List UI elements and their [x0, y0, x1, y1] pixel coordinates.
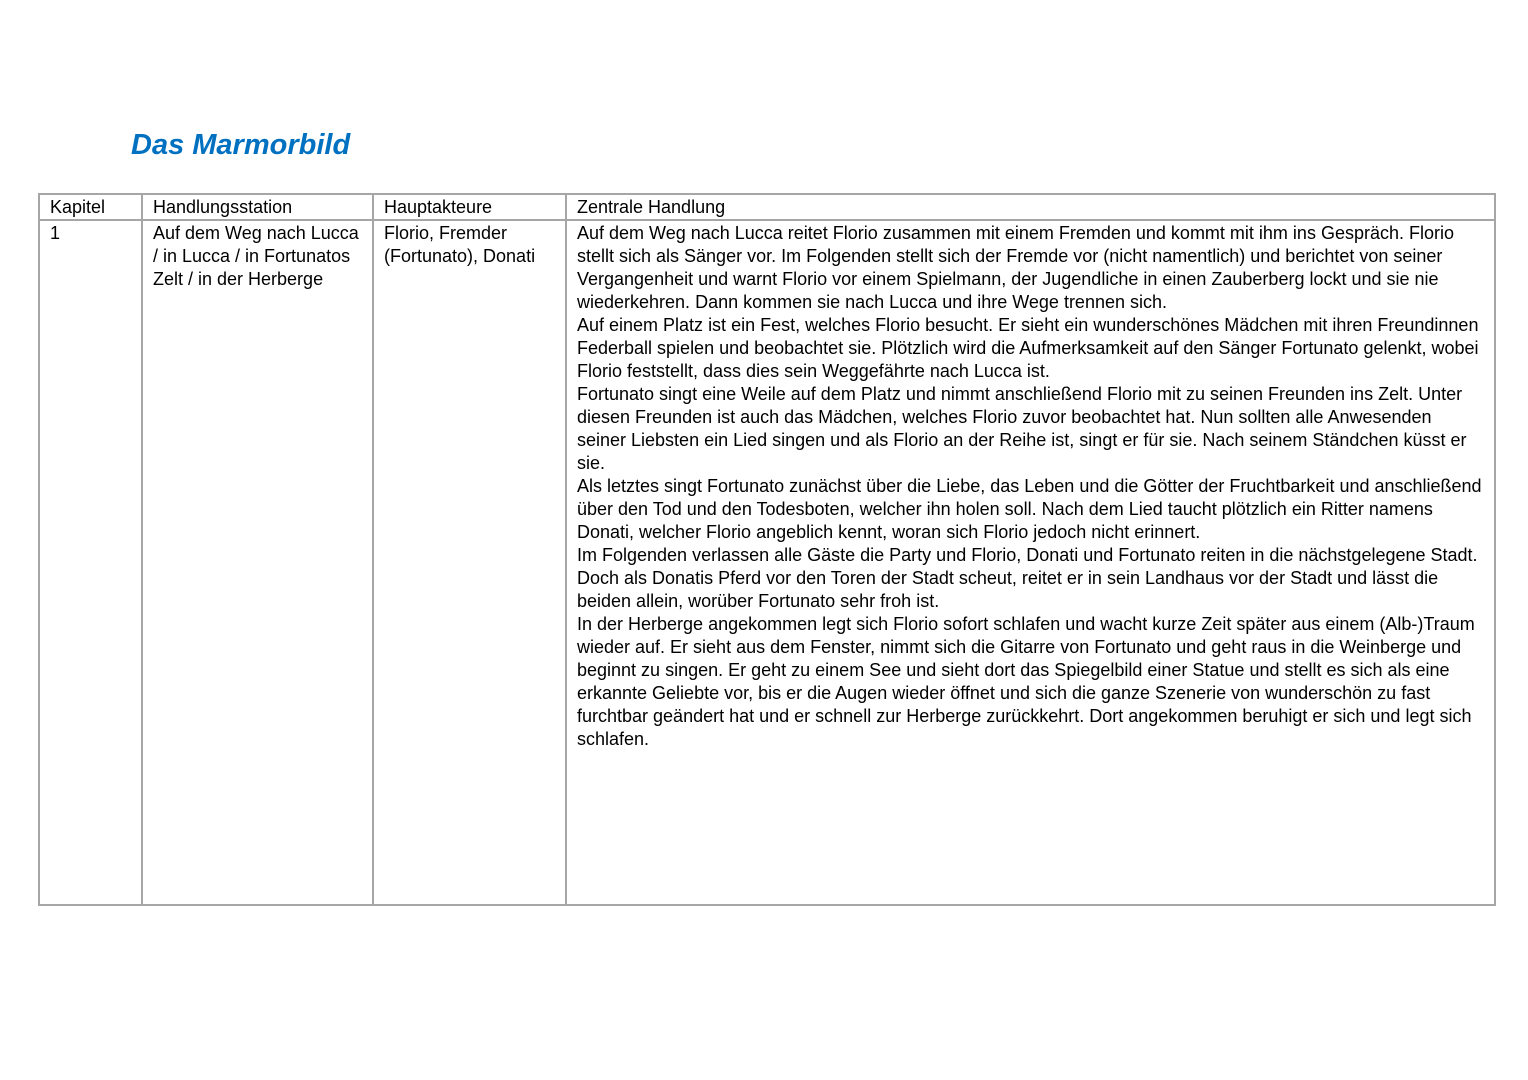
- handlung-paragraph: Auf dem Weg nach Lucca reitet Florio zusammen mit einem Fremden und kommt mit ihm ins Gespräch. Florio stellt sich als Sänger vor. Im Folgenden stellt sich der Fremde vor (nicht namentlich) und berichtet von seiner Vergangenheit und warnt Florio vor einem Spielmann, der Jugendliche in einen Zauberberg lockt und sie nie wiederkehren. Dann kommen sie nach Lucca und ihre Wege trennen sich.: [577, 223, 1454, 312]
- cell-handlungsstation: Auf dem Weg nach Lucca / in Lucca / in Fortunatos Zelt / in der Herberge: [142, 220, 373, 905]
- cell-kapitel: 1: [39, 220, 142, 905]
- table-row: [39, 220, 1495, 905]
- header-kapitel: Kapitel: [39, 194, 142, 220]
- chapter-overview-table: [38, 193, 1496, 906]
- document-title: Das Marmorbild: [131, 129, 351, 161]
- table-body: [39, 220, 1495, 905]
- handlung-paragraph: Fortunato singt eine Weile auf dem Platz und nimmt anschließend Florio mit zu seinen Freunden ins Zelt. Unter diesen Freunden ist auch das Mädchen, welches Florio zuvor beobachtet hat. Nun sollten alle Anwesenden seiner Liebsten ein Lied singen und als Florio an der Reihe ist, singt er für sie. Nach seinem Ständchen küsst er sie.: [577, 384, 1467, 473]
- header-handlungsstation: Handlungsstation: [142, 194, 373, 220]
- header-row: [39, 194, 1495, 220]
- handlung-paragraph: Auf einem Platz ist ein Fest, welches Florio besucht. Er sieht ein wunderschönes Mädchen mit ihren Freundinnen Federball spielen und beobachtet sie. Plötzlich wird die Aufmerksamkeit auf den Sänger Fortunato gelenkt, wobei Florio feststellt, dass dies sein Weggefährte nach Lucca ist.: [577, 315, 1479, 381]
- cell-hauptakteure: Florio, Fremder (Fortunato), Donati: [373, 220, 566, 905]
- cell-zentrale-handlung: [566, 220, 1495, 905]
- handlung-paragraph: In der Herberge angekommen legt sich Florio sofort schlafen und wacht kurze Zeit später aus einem (Alb-)Traum wieder auf. Er sieht aus dem Fenster, nimmt sich die Gitarre von Fortunato und geht raus in die Weinberge und beginnt zu singen. Er geht zu einem See und sieht dort das Spiegelbild einer Statue und stellt es sich als eine erkannte Geliebte vor, bis er die Augen wieder öffnet und sich die ganze Szenerie von wunderschön zu fast furchtbar geändert hat und er schnell zur Herberge zurückkehrt. Dort angekommen beruhigt er sich und legt sich schlafen.: [577, 614, 1475, 749]
- header-zentrale-handlung: Zentrale Handlung: [566, 194, 1495, 220]
- table-header: [39, 194, 1495, 220]
- header-hauptakteure: Hauptakteure: [373, 194, 566, 220]
- handlung-paragraph: Im Folgenden verlassen alle Gäste die Party und Florio, Donati und Fortunato reiten in die nächstgelegene Stadt. Doch als Donatis Pferd vor den Toren der Stadt scheut, reitet er in sein Landhaus vor der Stadt und lässt die beiden allein, worüber Fortunato sehr froh ist.: [577, 545, 1478, 611]
- handlung-paragraph: Als letztes singt Fortunato zunächst über die Liebe, das Leben und die Götter der Fruchtbarkeit und anschließend über den Tod und den Todesboten, welcher ihn holen soll. Nach dem Lied taucht plötzlich ein Ritter namens Donati, welcher Florio angeblich kennt, woran sich Florio jedoch nicht erinnert.: [577, 476, 1482, 542]
